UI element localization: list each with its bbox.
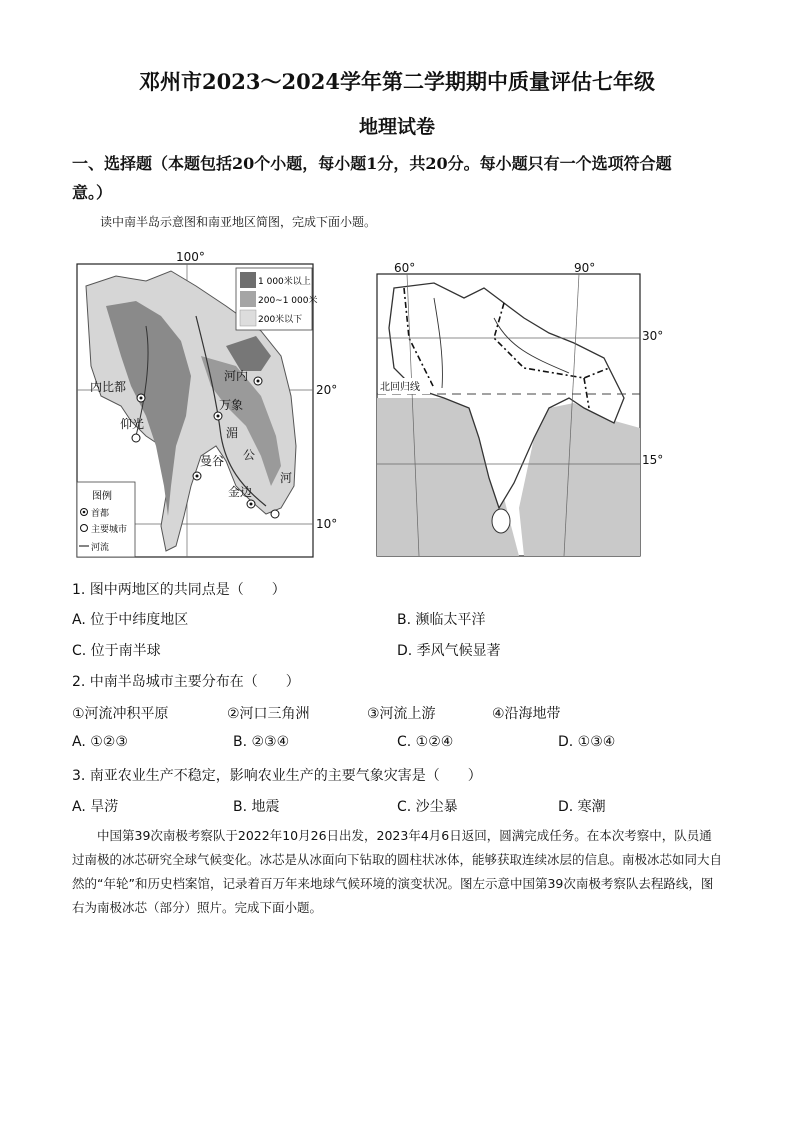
- city-naypyidaw: 内比都: [90, 380, 127, 394]
- q1-option-a[interactable]: A. 位于中纬度地区: [72, 612, 189, 628]
- q1-option-c[interactable]: C. 位于南半球: [72, 643, 161, 659]
- q2-option-d[interactable]: D. ①③④: [558, 734, 616, 750]
- intro-text: 读中南半岛示意图和南亚地区简图，完成下面小题。: [100, 215, 377, 229]
- river-char-1: 湄: [226, 426, 239, 440]
- q2-statement-1: ①河流冲积平原: [72, 706, 169, 722]
- exam-subtitle: 地理试卷: [358, 116, 435, 138]
- q2-statement-2: ②河口三角洲: [227, 706, 310, 722]
- legend-river: 河流: [91, 543, 110, 553]
- q2-option-b[interactable]: B. ②③④: [233, 734, 290, 750]
- city-vientiane: 万象: [219, 398, 244, 412]
- section-heading: 一、选择题（本题包括20个小题，每小题1分，共20分。每小题只有一个选项符合题意。）: [72, 154, 672, 202]
- river-char-2: 公: [243, 448, 256, 462]
- lat-label-20: 20°: [316, 383, 338, 397]
- q1-option-b[interactable]: B. 濒临太平洋: [397, 612, 486, 628]
- city-marker: [132, 434, 140, 442]
- indochina-map: [76, 246, 346, 560]
- q3-option-a[interactable]: A. 旱涝: [72, 799, 119, 815]
- city-bangkok: 曼谷: [200, 454, 225, 468]
- q3-option-d[interactable]: D. 寒潮: [558, 799, 606, 815]
- q2-statement-3: ③河流上游: [367, 706, 436, 722]
- antarctic-passage: 中国第39次南极考察队于2022年10月26日出发，2023年4月6日返回，圆满完成任务。在本次考察中，队员通过南极的冰芯研究全球气候变化。冰芯是从冰面向下钻取的圆柱状冰体，能够获取连续冰层的信息。南极冰芯如同大自然的“年轮”和历史档案馆，记录着百万年来地球气候环境的演变状况。图左示意中国第39次南极考察队去程路线，图右为南极冰芯（部分）照片。完成下面小题。: [72, 828, 723, 915]
- q2-statement-4: ④沿海地带: [492, 706, 561, 722]
- tropic-label: 北回归线: [380, 382, 420, 393]
- city-phnompenh: 金边: [228, 485, 253, 499]
- river-char-3: 河: [280, 471, 293, 485]
- lat-label-30: 30°: [642, 329, 664, 343]
- legend-swatch-high: [240, 272, 256, 288]
- legend-elev-low: 200米以下: [258, 315, 303, 325]
- city-marker: [271, 510, 279, 518]
- sri-lanka: [492, 509, 510, 533]
- lon-label-60: 60°: [394, 261, 416, 275]
- legend-swatch-mid: [240, 291, 256, 307]
- q2-option-c[interactable]: C. ①②④: [397, 734, 454, 750]
- legend-title: 图例: [92, 491, 112, 502]
- q3-option-b[interactable]: B. 地震: [233, 799, 280, 815]
- capital-legend-icon: [83, 511, 86, 514]
- lat-label-10: 10°: [316, 517, 338, 531]
- lon-label-100: 100°: [176, 250, 205, 264]
- legend-capital: 首都: [91, 509, 110, 519]
- legend-swatch-low: [240, 310, 256, 326]
- q2-option-a[interactable]: A. ①②③: [72, 734, 128, 750]
- q1-option-d[interactable]: D. 季风气候显著: [397, 643, 501, 659]
- city-yangon: 仰光: [120, 417, 145, 431]
- city-hanoi: 河内: [224, 369, 249, 383]
- lat-label-15: 15°: [642, 453, 664, 467]
- legend-elev-mid: 200~1 000米: [258, 296, 318, 306]
- south-asia-map: [374, 258, 674, 560]
- city-legend-icon: [81, 525, 88, 532]
- legend-elev-high: 1 000米以上: [258, 277, 311, 287]
- legend-city: 主要城市: [91, 525, 128, 535]
- lon-label-90: 90°: [574, 261, 596, 275]
- exam-title: 邓州市2023～2024学年第二学期期中质量评估七年级: [139, 69, 655, 94]
- question-2-stem: 2. 中南半岛城市主要分布在（ ）: [72, 674, 300, 690]
- question-1-stem: 1. 图中两地区的共同点是（ ）: [72, 582, 286, 598]
- question-3-stem: 3. 南亚农业生产不稳定，影响农业生产的主要气象灾害是（ ）: [72, 768, 482, 784]
- q3-option-c[interactable]: C. 沙尘暴: [397, 799, 458, 815]
